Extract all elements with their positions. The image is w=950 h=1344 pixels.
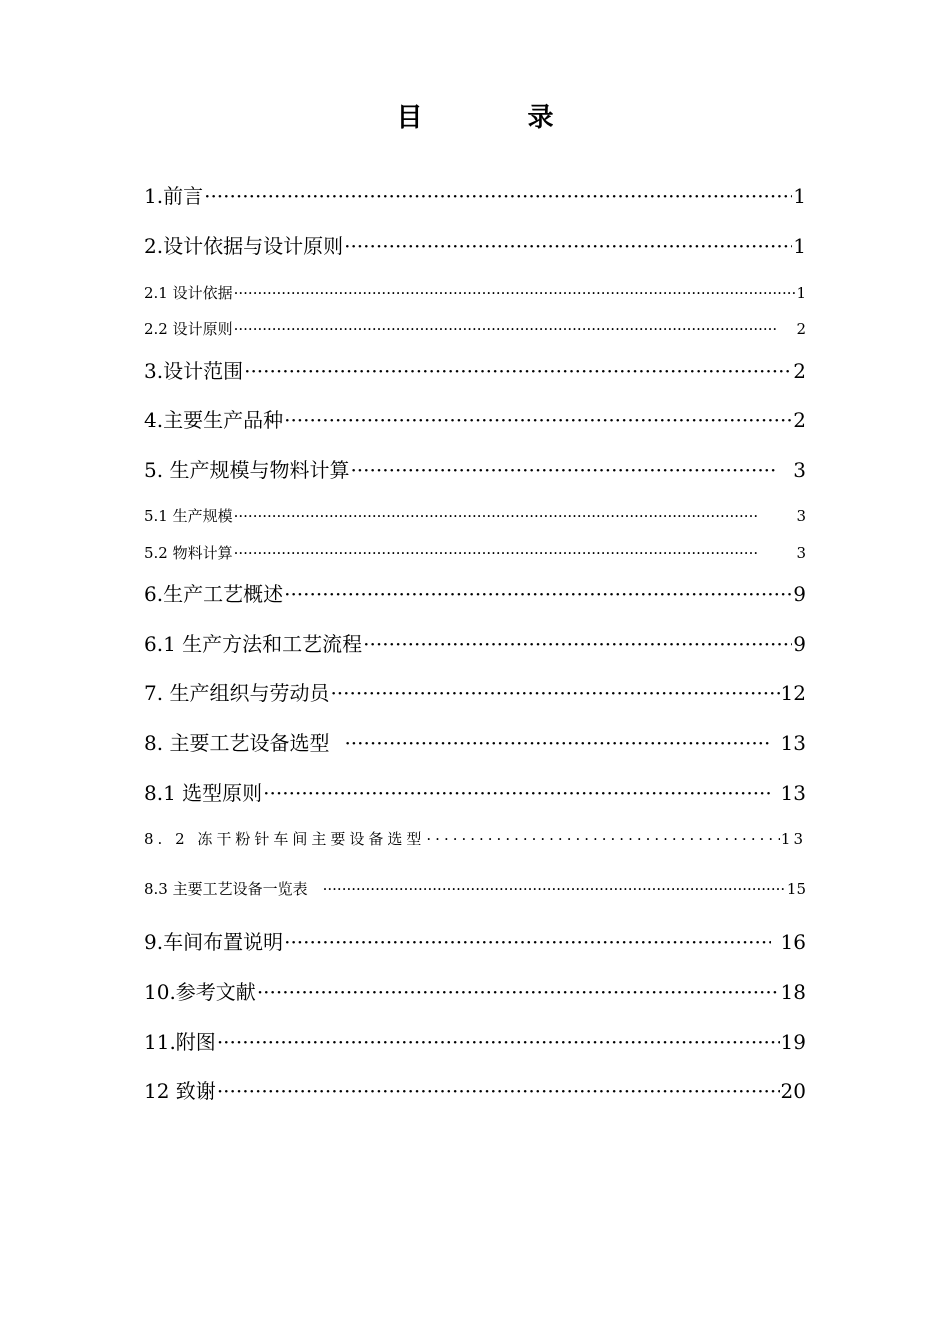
toc-entry-label: 9.车间布置说明	[144, 930, 284, 954]
toc-entry-page: 15	[786, 880, 806, 898]
toc-entry-page: 13	[780, 781, 806, 805]
leader-dots	[363, 630, 792, 658]
toc-entry-7	[144, 679, 806, 707]
toc-entry-label: 10.参考文献	[144, 980, 256, 1004]
toc-entry-5-1	[144, 505, 806, 527]
toc-entry-12	[144, 1077, 806, 1105]
toc-entry-label: 2.1 设计依据	[144, 284, 233, 302]
leader-dots	[330, 679, 779, 707]
toc-entry-page: 1	[793, 234, 806, 258]
toc-entry-page: 2	[793, 408, 806, 432]
toc-entry-page: 19	[780, 1030, 806, 1054]
toc-entry-page: 2	[796, 320, 806, 338]
leader-dots	[234, 282, 796, 304]
leader-dots	[234, 318, 779, 340]
toc-entry-5	[144, 456, 806, 484]
leader-dots	[284, 406, 792, 434]
toc-entry-label: 3.设计范围	[144, 359, 244, 383]
toc-entry-label: 7. 生产组织与劳动员	[144, 681, 330, 705]
toc-entry-9	[144, 928, 806, 956]
toc-entry-11	[144, 1028, 806, 1056]
toc-entry-label: 2.设计依据与设计原则	[144, 234, 344, 258]
toc-entry-page: 20	[780, 1079, 806, 1103]
toc-title: 目 录	[396, 103, 602, 133]
toc-entry-label: 1.前言	[144, 184, 204, 208]
toc-entry-label: 5. 生产规模与物料计算	[144, 458, 350, 482]
toc-entry-label: 6.1 生产方法和工艺流程	[144, 632, 363, 656]
leader-dots	[234, 505, 759, 527]
leader-dots	[204, 182, 792, 210]
leader-dots	[234, 542, 759, 564]
toc-entry-8-3	[144, 878, 806, 900]
toc-entry-5-2	[144, 542, 806, 564]
toc-entry-page: 3	[796, 544, 806, 562]
toc-entry-label: 8. 主要工艺设备选型	[144, 731, 330, 755]
toc-entry-page: 1	[793, 184, 806, 208]
leader-dots	[323, 878, 786, 900]
toc-entry-label: 8. 2 冻干粉针车间主要设备选型	[144, 830, 426, 848]
leader-dots	[257, 978, 780, 1006]
toc-entry-2-2	[144, 318, 806, 340]
toc-entry-page: 12	[780, 681, 806, 705]
toc-entry-4	[144, 406, 806, 434]
leader-dots	[344, 729, 770, 757]
leader-dots	[284, 580, 792, 608]
leader-dots	[217, 1077, 780, 1105]
toc-entry-10	[144, 978, 806, 1006]
toc-entry-8	[144, 729, 806, 757]
toc-entry-1	[144, 182, 806, 210]
toc-entry-page: 9	[793, 582, 806, 606]
toc-entry-page: 3	[796, 507, 806, 525]
toc-entry-8-2	[144, 828, 806, 850]
toc-entry-page: 9	[793, 632, 806, 656]
leader-dots	[426, 828, 780, 850]
toc-entry-8-1	[144, 779, 806, 807]
toc-entry-page: 13	[780, 731, 806, 755]
toc-entry-label: 2.2 设计原则	[144, 320, 233, 338]
toc-entry-label: 4.主要生产品种	[144, 408, 284, 432]
toc-entry-page: 18	[780, 980, 806, 1004]
leader-dots	[263, 779, 770, 807]
toc-entry-page: 3	[793, 458, 806, 482]
toc-entry-6	[144, 580, 806, 608]
toc-entry-6-1	[144, 630, 806, 658]
toc-entry-3	[144, 357, 806, 385]
leader-dots	[244, 357, 792, 385]
toc-entry-page: 1	[796, 284, 806, 302]
leader-dots	[284, 928, 770, 956]
toc-entry-2-1	[144, 282, 806, 304]
toc-entry-page: 16	[780, 930, 806, 954]
toc-entry-label: 5.1 生产规模	[144, 507, 233, 525]
toc-entry-2	[144, 232, 806, 260]
toc-entry-label: 8.3 主要工艺设备一览表	[144, 880, 308, 898]
toc-entry-label: 6.生产工艺概述	[144, 582, 284, 606]
toc-entry-label: 11.附图	[144, 1030, 216, 1054]
toc-entry-label: 5.2 物料计算	[144, 544, 233, 562]
toc-entry-page: 13	[780, 830, 806, 848]
toc-entry-page: 2	[793, 359, 806, 383]
toc-entry-label: 8.1 选型原则	[144, 781, 263, 805]
leader-dots	[344, 232, 792, 260]
leader-dots	[350, 456, 777, 484]
leader-dots	[217, 1028, 780, 1056]
toc-entry-label: 12 致谢	[144, 1079, 216, 1103]
